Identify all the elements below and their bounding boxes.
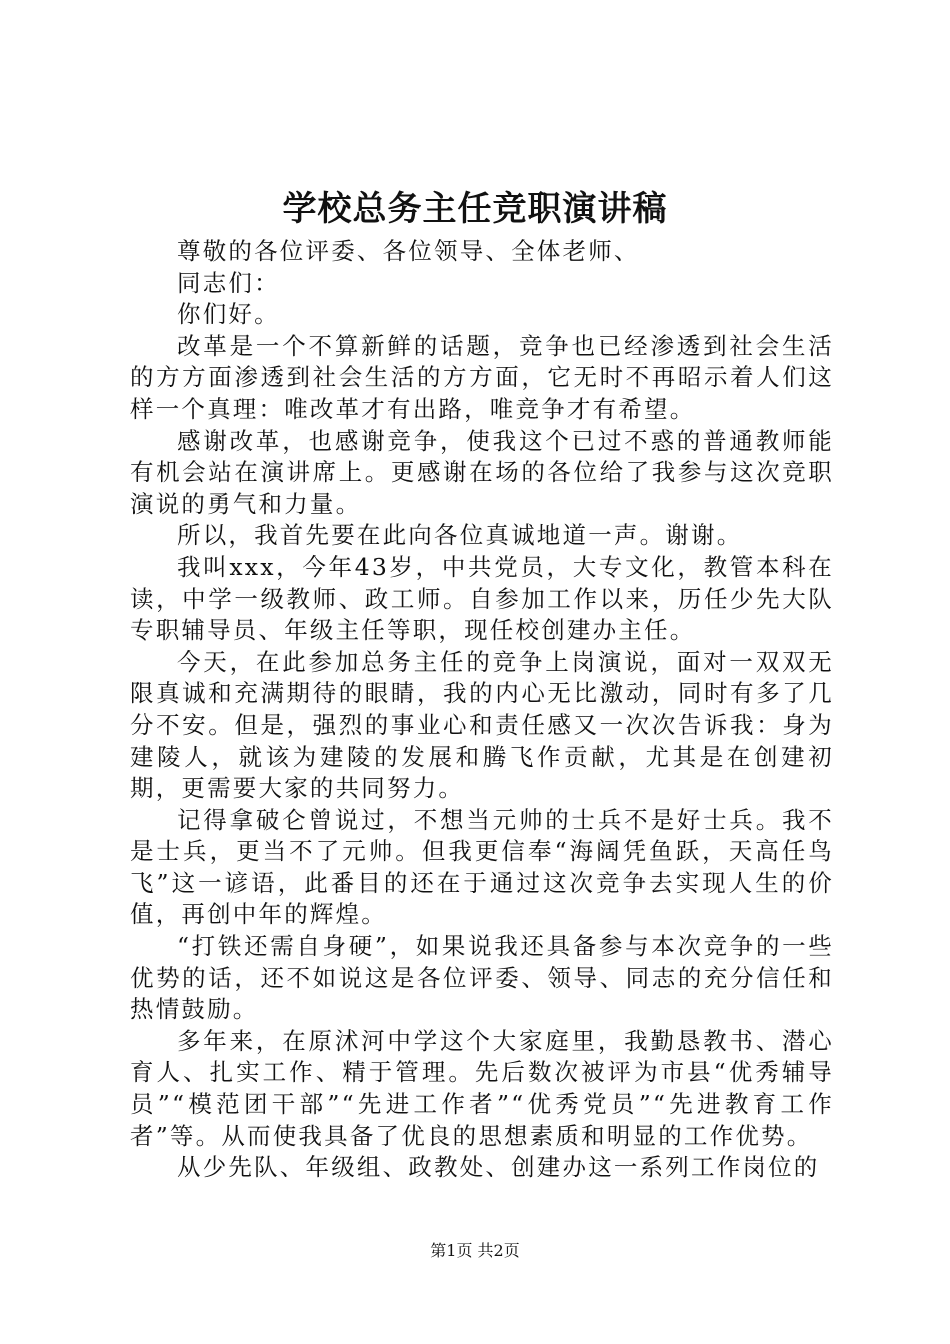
paragraph: “打铁还需自身硬”，如果说我还具备参与本次竞争的一些优势的话，还不如说这是各位评委、领导、同志的充分信任和热情鼓励。 [130, 932, 834, 1024]
paragraph: 尊敬的各位评委、各位领导、全体老师、 [177, 237, 640, 265]
paragraph: 记得拿破仑曾说过，不想当元帅的士兵不是好士兵。我不是士兵，更当不了元帅。但我更信奉“海阔凭鱼跃，天高任鸟飞”这一谚语，此番目的还在于通过这次竞争去实现人生的价值，再创中年的辉煌。 [130, 805, 834, 929]
paragraph: 改革是一个不算新鲜的话题，竞争也已经渗透到社会生活的方方面渗透到社会生活的方方面，它无时不再昭示着人们这样一个真理：唯改革才有出路，唯竞争才有希望。 [130, 331, 834, 423]
document-body [130, 236, 834, 1184]
paragraph: 从少先队、年级组、政教处、创建办这一系列工作岗位的 [177, 1153, 820, 1182]
paragraph: 所以，我首先要在此向各位真诚地道一声。谢谢。 [177, 521, 743, 550]
paragraph: 多年来，在原沭河中学这个大家庭里，我勤恳教书、潜心育人、扎实工作、精于管理。先后数次被评为市县“优秀辅导员”“模范团干部”“先进工作者”“优秀党员”“先进教育工作者”等。从而使我具备了优良的思想素质和明显的工作优势。 [130, 1026, 834, 1150]
paragraph: 你们好。 [177, 300, 280, 329]
paragraph: 我叫xxx，今年43岁，中共党员，大专文化，教管本科在读，中学一级教师、政工师。自参加工作以来，历任少先大队专职辅导员、年级主任等职，现任校创建办主任。 [130, 552, 834, 645]
paragraph: 今天，在此参加总务主任的竞争上岗演说，面对一双双无限真诚和充满期待的眼睛，我的内心无比激动，同时有多了几分不安。但是，强烈的事业心和责任感又一次次告诉我：身为建陵人，就该为建陵的发展和腾飞作贡献，尤其是在创建初期，更需要大家的共同努力。 [130, 647, 834, 803]
document-title: 学校总务主任竞职演讲稿 [282, 189, 668, 229]
page-footer: 第1页 共2页 [430, 1241, 520, 1260]
paragraph: 感谢改革，也感谢竞争，使我这个已过不惑的普通教师能有机会站在演讲席上。更感谢在场的各位给了我参与这次竞职演说的勇气和力量。 [130, 426, 834, 518]
paragraph: 同志们： [177, 268, 280, 297]
